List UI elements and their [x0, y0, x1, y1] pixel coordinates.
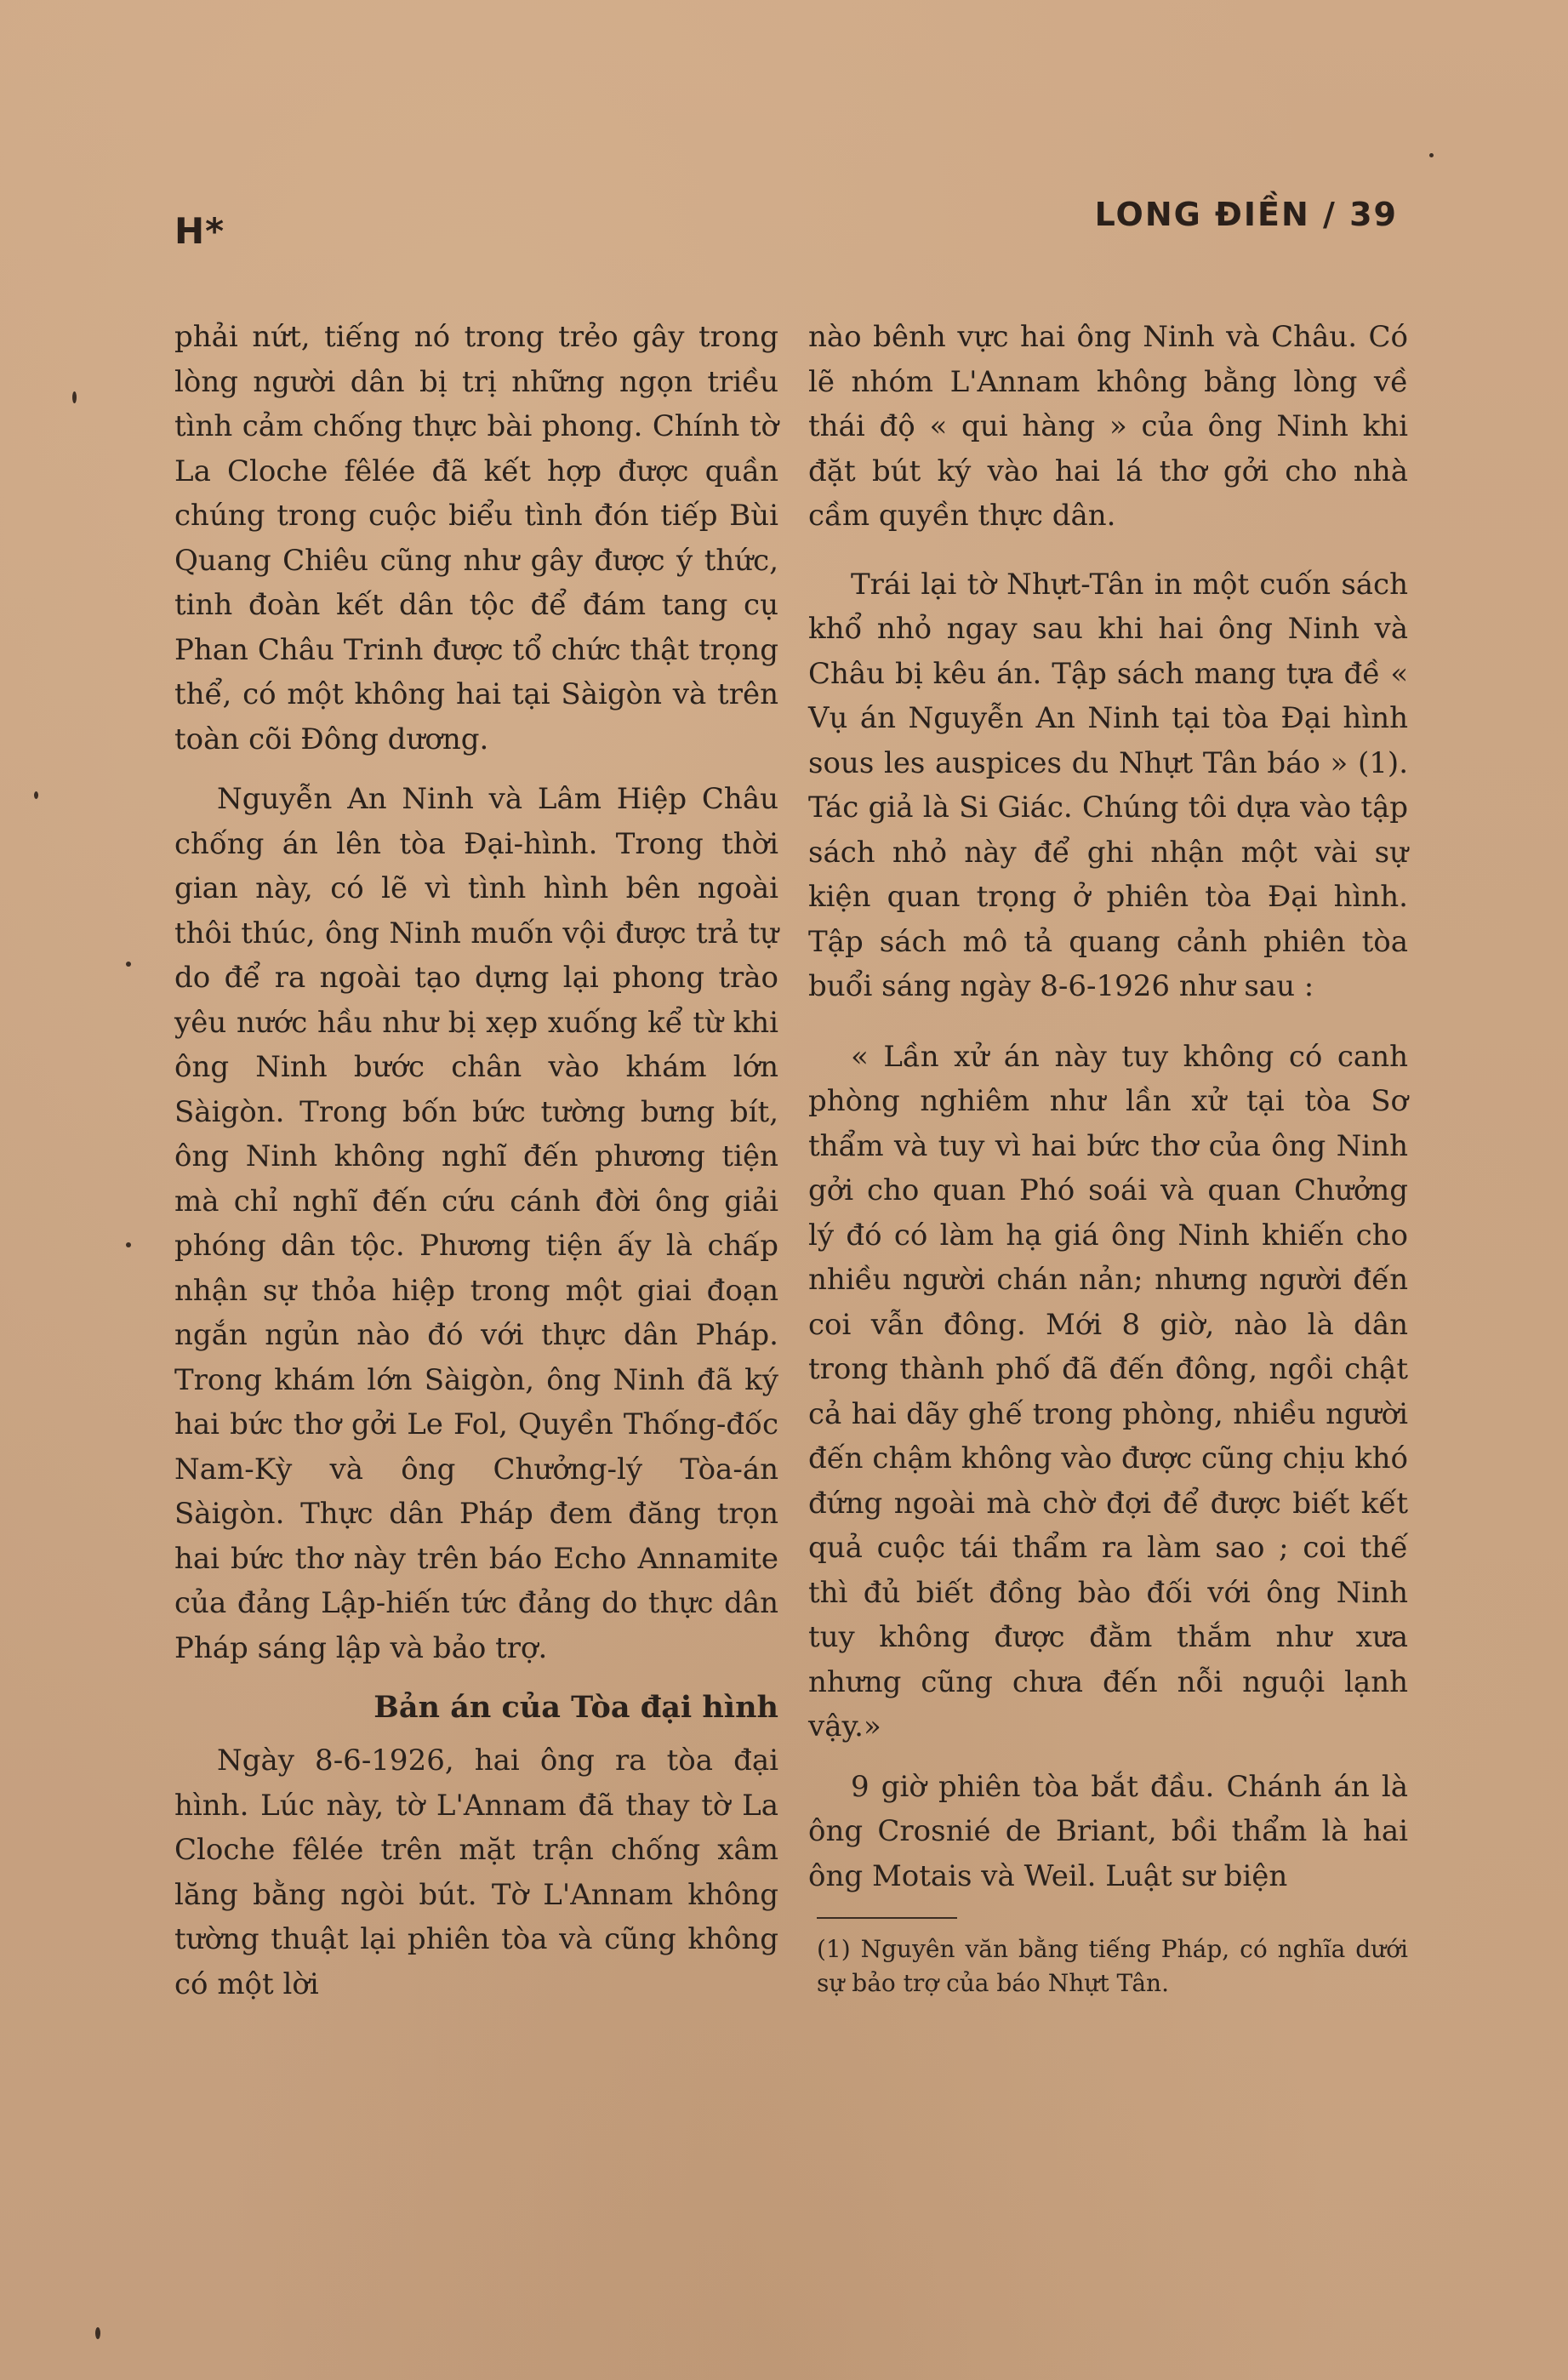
footnote: (1) Nguyên văn bằng tiếng Pháp, có nghĩa dưới sự bảo trợ của báo Nhựt Tân.: [817, 1935, 1408, 1997]
paragraph: Ngày 8-6-1926, hai ông ra tòa đại hình. Lúc này, tờ L'Annam đã thay tờ La Cloche fêlée trên mặt trận chống xâm lăng bằng ngòi bút. Tờ L'Annam không tường thuật lại phiên tòa và cũng không có một lời: [174, 1744, 778, 2001]
paragraph: phải nứt, tiếng nó trong trẻo gây trong lòng người dân bị trị những ngọn triều tình cảm chống thực bài phong. Chính tờ La Cloche fêlée đã kết hợp được quần chúng trong cuộc biểu tình đón tiếp Bùi Quang Chiêu cũng như gây được ý thức, tinh đoàn kết dân tộc để đám tang cụ Phan Châu Trinh được tổ chức thật trọng thể, có một không hai tại Sàigòn và trên toàn cõi Đông dương.: [174, 320, 778, 756]
paragraph: 9 giờ phiên tòa bắt đầu. Chánh án là ông Crosnié de Briant, bồi thẩm là hai ông Motais và Weil. Luật sư biện: [808, 1769, 1408, 1893]
running-header: LONG ĐIỀN / 39: [1094, 196, 1398, 233]
paper-speck: [72, 391, 77, 403]
paragraph: Trái lại tờ Nhựt-Tân in một cuốn sách khổ nhỏ ngay sau khi hai ông Ninh và Châu bị kêu án. Tập sách mang tựa đề « Vụ án Nguyễn An Ninh tại tòa Đại hình sous les auspices du Nhựt Tân báo » (1). Tác giả là Si Giác. Chúng tôi dựa vào tập sách nhỏ này để ghi nhận một vài sự kiện quan trọng ở phiên tòa Đại hình. Tập sách mô tả quang cảnh phiên tòa buổi sáng ngày 8-6-1926 như sau :: [808, 567, 1408, 1003]
section-mark: H*: [174, 210, 225, 252]
section-heading: Bản án của Tòa đại hình: [373, 1690, 778, 1725]
footnote-rule: [817, 1917, 957, 1919]
right-column: [808, 315, 1408, 2000]
paper-speck: [126, 962, 131, 967]
paper-speck: [1429, 153, 1434, 157]
block-quote: « Lần xử án này tuy không có canh phòng nghiêm như lần xử tại tòa Sơ thẩm và tuy vì hai bức thơ của ông Ninh gởi cho quan Phó soái và quan Chưởng lý đó có làm hạ giá ông Ninh khiến cho nhiều người chán nản; nhưng người đến coi vẫn đông. Mới 8 giờ, nào là dân trong thành phố đã đến đông, ngồi chật cả hai dãy ghế trong phòng, nhiều người đến chậm không vào được cũng chịu khó đứng ngoài mà chờ đợi để được biết kết quả cuộc tái thẩm ra làm sao ; coi thế thì đủ biết đồng bào đối với ông Ninh tuy không được đằm thắm như xưa nhưng cũng chưa đến nỗi nguội lạnh vậy.»: [808, 1039, 1408, 1744]
left-column: [174, 315, 778, 2006]
paragraph: nào bênh vực hai ông Ninh và Châu. Có lẽ nhóm L'Annam không bằng lòng về thái độ « qui hàng » của ông Ninh khi đặt bút ký vào hai lá thơ gởi cho nhà cầm quyền thực dân.: [808, 320, 1408, 533]
paper-speck: [34, 791, 38, 799]
paper-speck: [126, 1242, 131, 1247]
paragraph: Nguyễn An Ninh và Lâm Hiệp Châu chống án lên tòa Đại-hình. Trong thời gian này, có lẽ vì tình hình bên ngoài thôi thúc, ông Ninh muốn vội được trả tự do để ra ngoài tạo dựng lại phong trào yêu nước hầu như bị xẹp xuống kể từ khi ông Ninh bước chân vào khám lớn Sàigòn. Trong bốn bức tường bưng bít, ông Ninh không nghĩ đến phương tiện mà chỉ nghĩ đến cứu cánh đời ông giải phóng dân tộc. Phương tiện ấy là chấp nhận sự thỏa hiệp trong một giai đoạn ngắn ngủn nào đó với thực dân Pháp. Trong khám lớn Sàigòn, ông Ninh đã ký hai bức thơ gởi Le Fol, Quyền Thống-đốc Nam-Kỳ và ông Chưởng-lý Tòa-án Sàigòn. Thực dân Pháp đem đăng trọn hai bức thơ này trên báo Echo Annamite của đảng Lập-hiến tức đảng do thực dân Pháp sáng lập và bảo trợ.: [174, 782, 778, 1665]
paper-speck: [95, 2327, 100, 2339]
